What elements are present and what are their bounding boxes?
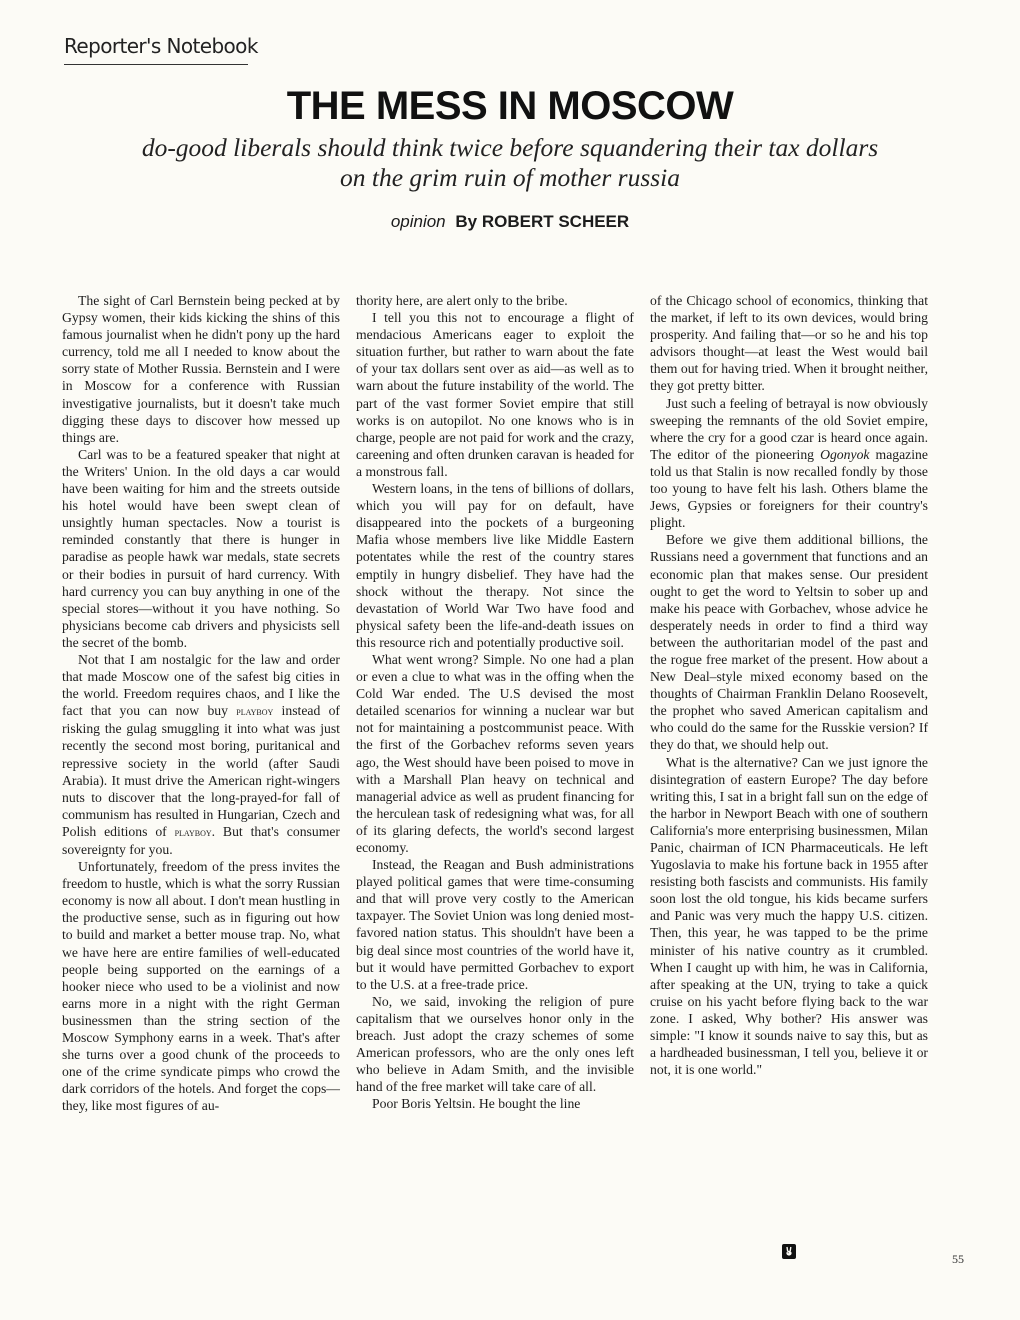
paragraph: Western loans, in the tens of billions of dollars, which you will pay for on default, have disappeared into the pockets of a burgeoning Mafia whose members live like Middle Eastern potentates while the rest of the country stares emptily in hungry disbelief. They have had the shock without the therapy. Not since the devastation of World War Two have food and physical safety been the life-and-death issues on this resource rich and potentially productive soil. <box>356 481 634 650</box>
paragraph: The sight of Carl Bernstein being pecked at by Gypsy women, their kids kicking the shins of this famous journalist when he didn't pony up the hard currency, told me all I needed to know about the sorry state of Mother Russia. Bernstein and I were in Moscow for a conference with Russian investigative journalists, but it doesn't take much digging these days to discover how messed up things are. <box>62 293 340 445</box>
paragraph: What is the alternative? Can we just ignore the disintegration of eastern Europe? The day before writing this, I sat in a bright fall sun on the edge of the harbor in Newport Beach with one of southern California's more enterprising businessmen, Milan Panic, chairman of ICN Pharmaceuticals. He left Yugoslavia to make his fortune back in 1955 after resisting both fascists and communists. His family soon lost the old tongue, his kids became surfers and Panic was very much the happy U.S. citizen. Then, this year, he was tapped to be the prime minister of his native country as it crumbled. When I caught up with him, he was in California, after speaking at the UN, trying to take a quick cruise on his yacht before flying back to the war zone. I asked, Why bother? His answer was simple: "I know it sounds naive to say this, but as a hardheaded businessman, I tell you, believe it or not, it is one world." <box>650 754 928 1078</box>
paragraph: Carl was to be a featured speaker that night at the Writers' Union. In the old days a car would have been waiting for him and the streets outside his hotel would have been swept clean of unsightly human spectacles. Now a tourist is reminded constantly that there is hunger in paradise as people hawk war medals, state secrets or their bodies in pursuit of hard currency. With hard currency you can buy anything in one of the special stores—without it you have nothing. So physicians become cab drivers and physicists sell the secret of the bomb. <box>62 446 340 650</box>
paragraph: What went wrong? Simple. No one had a plan or even a clue to what was in the offing when the Cold War ended. The U.S devised the most detailed scenarios for winning a nuclear war but not for maintaining a postcommunist peace. With the first of the Gorbachev reforms seven years ago, the West should have been poised to move in with a Marshall Plan heavy on technical and managerial advice as well as prudent financing for the herculean task of redesigning what was, for all of its glaring defects, the world's second largest economy. <box>356 651 634 855</box>
paragraph: Poor Boris Yeltsin. He bought the line <box>372 1096 581 1112</box>
paragraph: Not that I am nostalgic for the law and order that made Moscow one of the safest big cities in the world. Freedom requires chaos, and I like the fact that you can now buy playboy instead of risking the gulag smuggling it into what was just recently the second most boring, puritanical and repressive society in the world (after Saudi Arabia). It must drive the American right-wingers nuts to discover that the long-prayed-for fall of communism has resulted in Hungarian, Czech and Polish editions of playboy. But that's consumer sovereignty for you. <box>62 651 340 857</box>
paragraph: No, we said, invoking the religion of pure capitalism that we ourselves honor only in the breach. Just adopt the crazy schemes of some American professors, who are the only ones left who believe in Adam Smith, and the invisible hand of the free market will take care of all. <box>356 993 634 1095</box>
article-column-2 <box>356 292 634 1113</box>
byline <box>0 212 1020 232</box>
deck: do-good liberals should think twice before squandering their tax dollars on the grim ruin of mother russia <box>141 133 879 192</box>
paragraph: I tell you this not to encourage a flight of mendacious Americans eager to exploit the situation further, but rather to warn about the fate of your tax dollars sent over as aid—as well as to warn about the future instability of the world. The part of the vast former Soviet empire that still works is on autopilot. No one knows who is in charge, people are not paid for work and the crazy, careening and often drunken caravan is headed for a monstrous fall. <box>356 310 634 479</box>
headline: THE MESS IN MOSCOW <box>286 84 734 128</box>
rabbit-head-end-mark-icon <box>782 1244 796 1259</box>
paragraph: of the Chicago school of economics, thinking that the market, if left to its own devices, would bring prosperity. And failing that—or so he and his top advisors thought—at least the West would bail them out for having tried. When it brought neither, they got pretty bitter. <box>650 293 928 394</box>
section-label: Reporter's Notebook <box>64 34 258 58</box>
paragraph: Instead, the Reagan and Bush administrations played political games that were time-consuming and that will prove very costly to the American taxpayer. The Soviet Union was long denied most-favored nation status. This shouldn't have been a big deal since most countries of the world have it, but it would have permitted Gorbachev to export to the U.S. at a free-trade price. <box>356 857 634 992</box>
paragraph: Unfortunately, freedom of the press invites the freedom to hustle, which is what the sorry Russian economy is now all about. I don't mean hustling in the productive sense, such as in figuring out how to build and market a better mouse trap. No, what we have here are entire families of well-educated people being supported on the earnings of a hooker niece who used to be a violinist and now earns more in a night with the right German businessmen than the string section of the Moscow Symphony earns in a week. That's after she turns over a good chunk of the proceeds to one of the crime syndicate pimps who crowd the dark corridors of the hotels. And forget the cops—they, like most figures of au- <box>62 859 340 1114</box>
page-number: 55 <box>952 1252 964 1266</box>
section-rule <box>64 64 248 65</box>
paragraph: thority here, are alert only to the bribe. <box>356 293 568 308</box>
byline-author: By ROBERT SCHEER <box>455 212 630 231</box>
article-column-3 <box>650 292 928 1078</box>
article-column-1 <box>62 292 340 1115</box>
byline-label: opinion <box>390 212 446 231</box>
paragraph: Before we give them additional billions, the Russians need a government that functions and an economic plan that makes sense. Our president ought to get the word to Yeltsin to sober up and make his peace with Gorbachev, whose advice he desperately needs in order to find a third way between the authoritarian model of the past and the rogue free market of the present. How about a New Deal–style mixed economy based on the thoughts of Chairman Franklin Delano Roosevelt, the prophet who saved American capitalism and who could do the same for the Russkie version? If they do that, we should help out. <box>650 532 928 753</box>
paragraph: Just such a feeling of betrayal is now obviously sweeping the remnants of the old Soviet empire, where the cry for a good czar is heard once again. The editor of the pioneering Ogonyok magazine told us that Stalin is now recalled fondly by those too young to have felt his lash. Others blame the Jews, Gypsies or foreigners for their country's plight. <box>650 395 928 531</box>
